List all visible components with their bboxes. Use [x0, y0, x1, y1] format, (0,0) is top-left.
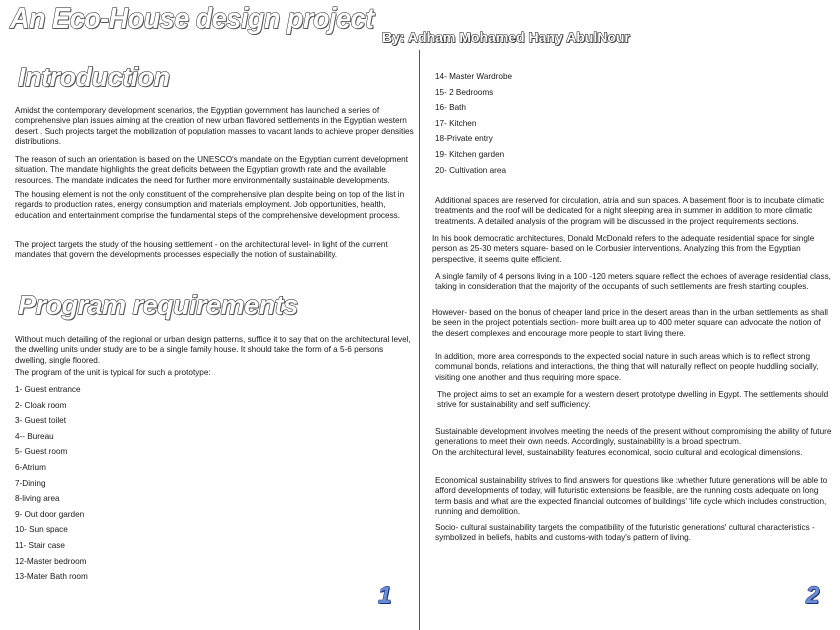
list-item: 9- Out door garden [15, 509, 85, 519]
list-item: 18-Private entry [435, 134, 493, 144]
list-item: 4-- Bureau [15, 431, 54, 441]
body-paragraph: Sustainable development involves meeting the needs of the present without compromising the ability of future generations to meet their own needs. Accordingly, sustainability is a broad spectrum. [435, 427, 832, 447]
intro-paragraph: The project targets the study of the housing settlement - on the architectural level- in light of the current mandates that govern the developments processes especially the notion of sustainability. [15, 240, 388, 260]
program-paragraph: Without much detailing of the regional or urban design patterns, suffice it to say that on the architectural level, the dwelling units under study are to be a single family house. It should take the form of a 5-6 persons dwelling, single floored. [15, 335, 411, 365]
body-paragraph: The project aims to set an example for a western desert prototype dwelling in Egypt. The settlements should strive for sustainability and self sufficiency. [437, 390, 829, 410]
list-item: 19- Kitchen garden [435, 149, 505, 159]
body-paragraph: Economical sustainability strives to find answers for questions like :whether future generations will be able to afford developments of today, will futuristic extensions be feasible, are the running costs adequate on long term basis and what are the expected financial outcomes of buildings' 'life cycle which includes construction, running and demolition. [435, 476, 828, 517]
list-item: 20- Cultivation area [435, 165, 506, 175]
program-list-part-1 [15, 385, 88, 588]
list-item: 13-Mater Bath room [15, 572, 88, 582]
list-item: 16- Bath [435, 103, 466, 113]
list-item: 3- Guest toilet [15, 416, 66, 426]
author-line: By: Adham Mohamed Hany AbulNour [382, 29, 630, 45]
list-item: 8-living area [15, 494, 60, 504]
list-item: 2- Cloak room [15, 400, 67, 410]
page-divider [419, 50, 420, 630]
list-item: 1- Guest entrance [15, 385, 81, 394]
list-item: 10- Sun space [15, 525, 68, 535]
program-requirements-heading: Program requirements [18, 290, 298, 320]
list-item: 6-Atrium [15, 462, 46, 472]
body-paragraph: Additional spaces are reserved for circulation, atria and sun spaces. A basement floor is to incubate climatic treatments and the roof will be dedicated for a night sleeping area in summer in addition to more climatic treatments. A detailed analysis of the program will be discussed in the project requirements sections. [435, 196, 825, 226]
program-list-part-2 [435, 72, 512, 181]
list-item: 5- Guest room [15, 447, 68, 457]
document-title: An Eco-House design project [10, 3, 374, 35]
list-item: 12-Master bedroom [15, 556, 87, 566]
body-paragraph: However- based on the bonus of cheaper land price in the desert areas than in the urban settlements as shall be seen in the project potentials section- more built area up to 400 meter square can advocate the notion of the desert complexes and encourage more people to start living there. [432, 308, 828, 338]
body-paragraph: Socio- cultural sustainability targets the compatibility of the futuristic generations' cultural characteristics - symbolized in beliefs, habits and customs-with today's pattern of living. [435, 523, 815, 543]
intro-paragraph: The reason of such an orientation is based on the UNESCO's mandate on the Egyptian current development situation. The mandate highlights the great deficits between the Egyptian growth rate and the available resources. The mandate indicates the need for further more environmentally sustainable developments. [15, 155, 408, 185]
list-item: 14- Master Wardrobe [435, 72, 513, 81]
intro-paragraph: Amidst the contemporary development scenarios, the Egyptian government has launched a series of comprehensive plan issues aiming at the creation of new urban flavored settlements in the Egyptian western desert . Such projects target the mobilization of population masses to vacant lands to achieve proper densities distributions. [15, 106, 414, 147]
body-paragraph: In his book democratic architectures, Donald McDonald refers to the adequate residential space for single person as 25-30 meters square- based on le Corbusier interventions. Analyzing this from the Egyptian perspective, it seems quite efficient. [432, 234, 815, 264]
list-item: 11- Stair case [15, 540, 65, 550]
list-item: 15- 2 Bedrooms [435, 87, 494, 97]
body-paragraph: A single family of 4 persons living in a 100 -120 meters square reflect the echoes of average residential class, taking in consideration that the majority of the occupants of such settlements are fresh starting couples. [435, 272, 831, 292]
body-paragraph: In addition, more area corresponds to the expected social nature in such areas which is to reflect strong communal bonds, relations and interactions, the thing that will naturally reflect on people huddling socially, visiting one another and thus requiring more space. [435, 352, 819, 382]
body-paragraph: On the architectural level, sustainability features economical, socio cultural and ecological dimensions. [432, 448, 803, 457]
program-paragraph: The program of the unit is typical for such a prototype: [15, 368, 211, 377]
list-item: 7-Dining [15, 478, 46, 488]
list-item: 17- Kitchen [435, 118, 477, 128]
page-number: 2 [806, 582, 820, 609]
introduction-heading: Introduction [18, 62, 170, 92]
intro-paragraph: The housing element is not the only constituent of the comprehensive plan despite being on top of the list in regards to production rates, energy consumption and materials employment. Job opportunities, health, education and entertainment comprise the fundamental steps of the comprehensive development process. [15, 190, 405, 220]
page-number: 1 [378, 582, 392, 609]
